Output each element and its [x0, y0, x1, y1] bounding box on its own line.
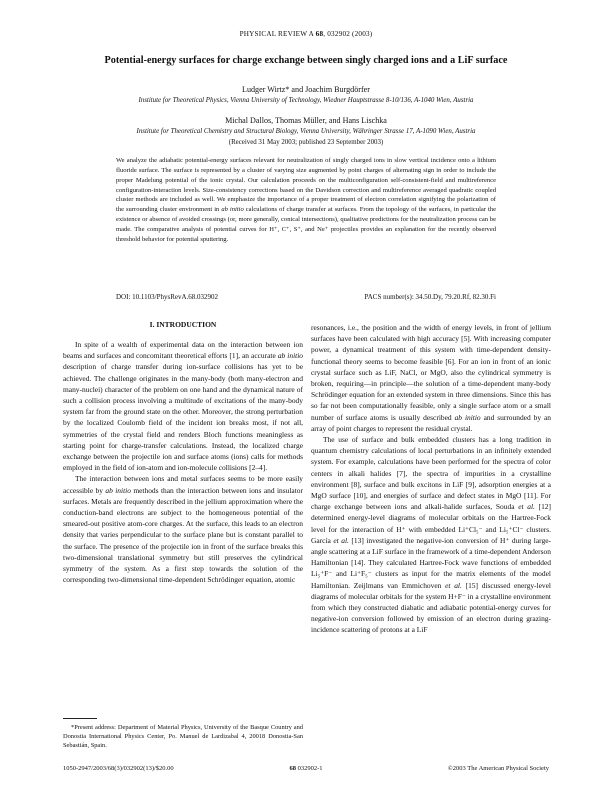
footer-page: 032902-1 — [295, 765, 323, 772]
italic-text: ab initio — [105, 485, 131, 495]
abstract — [116, 156, 496, 245]
footer-copyright: ©2003 The American Physical Society — [447, 765, 549, 772]
paragraph-text: methods than the interaction between ions and insulator surfaces. Metals are frequently described in the jellium approximation where the conduction-band electrons are subject to the homogeneous potential of the smeared-out positive atom-core charges. At the surface, this leads to an electron density that varies perpendicular to the surface plane but is constant parallel to the surface. The presence of the projectile ion in front of the surface breaks this two-dimensional translational symmetry but still preserves the cylindrical symmetry of the system. As a first step towards the solution of the corresponding two-dimensional time-dependent Schrödinger equation, atomic — [63, 485, 303, 585]
right-column — [311, 322, 551, 636]
italic-text: et al. — [518, 502, 535, 512]
abstract-text-2: calculations of charge transfer at surfaces. From the topology of the surfaces, in particular the existence or absence of avoided crossings (or, more generally, conical intersections), qualitative predictions for the neutralization process can be made. The comparative analysis of potential curves for H⁺, C⁺, S⁺, and Ne⁺ projectiles provides an explanation for the recently observed threshold behavior for potential sputtering. — [116, 206, 496, 243]
journal-volume: 68 — [315, 30, 324, 38]
pacs-numbers: PACS number(s): 34.50.Dy, 79.20.Rf, 82.30.Fi — [364, 293, 496, 301]
paragraph — [311, 434, 551, 636]
journal-year: (2003) — [352, 30, 373, 38]
paragraph-text: The interaction between ions and metal surfaces seems to be more easily accessible by — [63, 474, 303, 495]
italic-text: et al. — [445, 580, 462, 590]
article-number: 032902 — [327, 30, 351, 38]
footnote: *Present address: Department of Material Physics, University of the Basque Country and Donostia International Physics Center, Po. Manuel de Lardizabal 4, 20018 Donostia-San Sebastián, Spain. — [63, 724, 303, 749]
running-head: PHYSICAL REVIEW A 68, 032902 (2003) — [239, 30, 373, 38]
paragraph-text: The use of surface and bulk embedded clusters has a long tradition in quantum chemistry calculations of local perturbations in an infinitely extended system. For example, calculations have been performed for the spectra of color centers in alkali halides [7], the spectra of impurities in a crystalline environment [8], surface and bulk excitons in LiF [9], adsorption energies at a MgO surface [10], and energies of surface and defect states in MgO [11]. For charge exchange between ions and alkali-halide surfaces, Souda — [311, 435, 551, 512]
journal-name: PHYSICAL REVIEW A — [239, 30, 314, 38]
affiliation-1: Institute for Theoretical Physics, Vienna University of Technology, Wiedner Hauptstrasse 8-10/136, A-1040 Wien, Austria — [138, 97, 474, 104]
paragraph-text: In spite of a wealth of experimental data on the interaction between ion beams and surfaces and concomitant theoretical efforts [1], an accurate — [63, 340, 303, 361]
affiliation-2: Institute for Theoretical Chemistry and Structural Biology, Vienna University, Währinger Strasse 17, A-1090 Wien, Austria — [136, 128, 476, 135]
paragraph — [63, 339, 303, 473]
article-title: Potential-energy surfaces for charge exchange between singly charged ions and a LiF surface — [104, 55, 508, 66]
received-dates: (Received 31 May 2003; published 23 September 2003) — [228, 139, 384, 146]
abstract-italic-ab-initio: ab initio — [221, 206, 244, 214]
paragraph-text: [12] determined energy-level diagrams of molecular orbitals on the Hartree-Fock level for the interaction of H⁺ with embedded Li⁺Cl₅⁻ and Li₅⁺Cl⁻ clusters. García — [311, 502, 551, 545]
author-line-1: Ludger Wirtz* and Joachim Burgdörfer — [242, 85, 370, 94]
paragraph-text: description of charge transfer during ion-surface collisions has yet to be achieved. The challenge originates in the many-body (both many-electron and many-nuclei) character of the problem on one hand and the dynamical nature of such a collision process involving a multitude of excitations of the many-body system far from the ground state on the other. Moreover, the strong perturbation by the localized Coulomb field of the incident ion breaks most, if not all, symmetries of the crystal field and renders Bloch functions meaningless as starting point for charge-transfer calculations. Instead, the localized charge exchange between the projectile ion and surface atoms (ions) calls for methods employed in the field of ion-atom and ion-molecule collisions [2–4]. — [63, 362, 303, 473]
paragraph-text: [13] investigated the negative-ion conversion of H⁺ during large-angle scattering at a LiF surface in the framework of a time-dependent Anderson Hamiltonian [14]. They calculated Hartree-Fock wave functions of embedded Li₅⁺F⁻ and Li⁺F₅⁻ clusters as input for the matrix elements of the model Hamiltonian. Zeijlmans van Emmichoven — [311, 535, 552, 590]
left-column — [63, 339, 303, 585]
abstract-text-1: We analyze the adiabatic potential-energy surfaces relevant for neutralization of singly charged ions in slow vertical incidence onto a lithium fluoride surface. The surface is represented by a cluster of varying size augmented by point charges of alternating sign in order to include the proper Madelung potential of the ionic crystal. Our calculation proceeds on the multiconfiguration self-consistent-field and multireference configuration-interaction levels. Size-consistency corrections based on the Davidson correction and multireference averaged quadratic coupled cluster methods are included as well. We emphasize the importance of a proper treatment of electron correlation signifying the polarization of the surrounding cluster environment in — [116, 157, 496, 214]
footer-volume: 68 — [289, 765, 296, 772]
doi[interactable]: DOI: 10.1103/PhysRevA.68.032902 — [116, 293, 219, 301]
paragraph — [63, 473, 303, 585]
section-heading-introduction: I. INTRODUCTION — [149, 320, 217, 329]
paragraph-text: [15] discussed energy-level diagrams of molecular orbitals for the system H+F⁻ in a crystalline environment from which they constructed diabatic and adiabatic potential-energy curves for negative-ion conversion followed by emission of an electron during grazing-incidence scattering of protons at a LiF — [311, 580, 551, 635]
author-line-2: Michal Dallos, Thomas Müller, and Hans Lischka — [225, 116, 387, 125]
italic-text: ab initio — [454, 412, 481, 422]
paragraph-text: resonances, i.e., the position and the width of energy levels, in front of jellium surfaces have been calculated with high accuracy [5]. With increasing computer power, a dynamical treatment of this system with time-dependent density-functional theory seems to become feasible [6]. For an ion in front of an ionic crystal surface such as LiF, NaCl, or MgO, also the cylindrical symmetry is broken, requiring—in principle—the solution of a time-dependent many-body Schrödinger equation for an extended system in three dimensions. Since this has so far not been computationally feasible, only a single surface atom or a small number of surface atoms is usually described — [311, 323, 551, 422]
italic-text: et al. — [333, 535, 349, 545]
footer-issn: 1050-2947/2003/68(3)/032902(13)/$20.00 — [63, 765, 174, 772]
paragraph-text: and surrounded by an array of point charges to represent the residual crystal. — [311, 412, 552, 433]
italic-text: ab initio — [277, 351, 303, 361]
footnote-rule — [63, 718, 97, 719]
paragraph — [311, 322, 551, 434]
